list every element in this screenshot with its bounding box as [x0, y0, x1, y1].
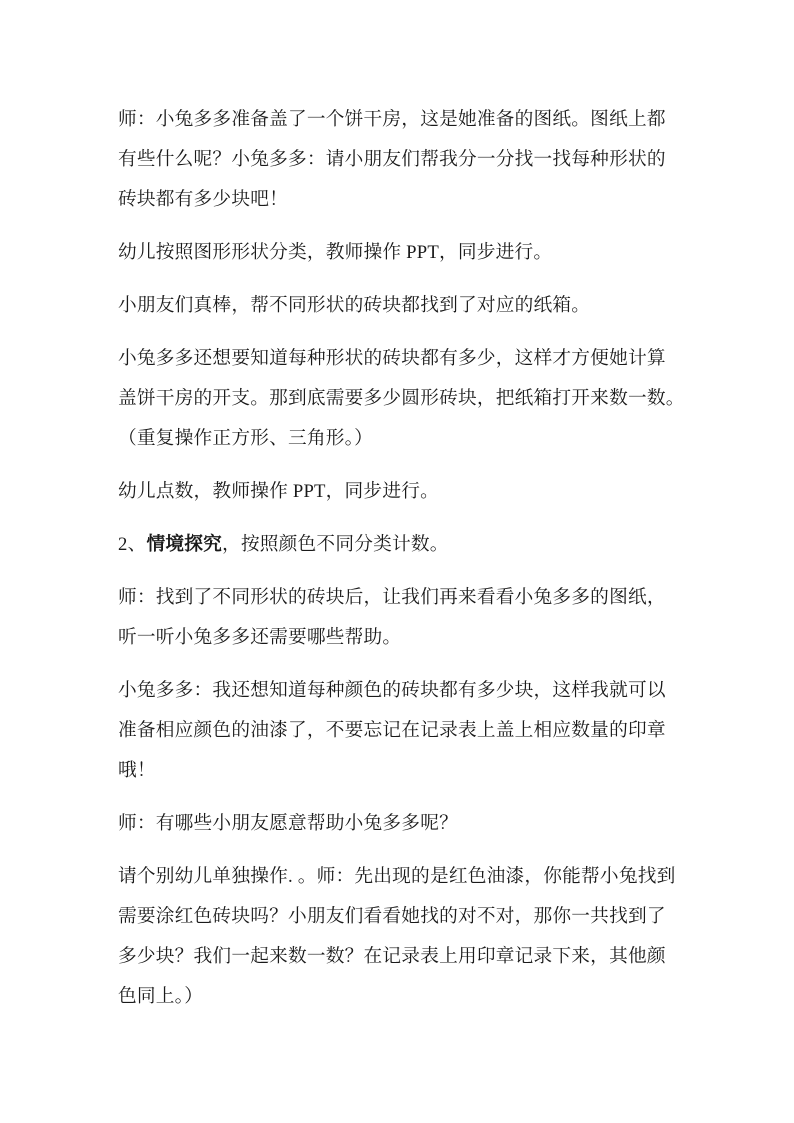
- text-line: 需要涂红色砖块吗？小朋友们看看她找的对不对，那你一共找到了: [118, 906, 666, 927]
- text-line: 色同上。）: [118, 986, 204, 1007]
- text-line: 听一听小兔多多还需要哪些帮助。: [118, 627, 402, 648]
- paragraph-teacher-intro: [118, 100, 670, 220]
- paragraph-individual-operation: [118, 857, 676, 1017]
- heading-emphasis: 情境探究: [146, 534, 222, 555]
- paragraph-teacher-question: [118, 804, 670, 844]
- heading-rest: ，按照颜色不同分类计数。: [222, 534, 449, 555]
- text-line: 幼儿按照图形形状分类，教师操作 PPT，同步进行。: [118, 242, 553, 263]
- document-body: [118, 100, 685, 1017]
- paragraph-counting-task: [118, 339, 685, 459]
- paragraph-shape-sorting-note: [118, 233, 670, 273]
- text-line: 砖块都有多少块吧！: [118, 189, 288, 210]
- text-line: （重复操作正方形、三角形。）: [118, 428, 374, 449]
- paragraph-rabbit-request: [118, 671, 670, 791]
- paragraph-teacher-transition: [118, 578, 670, 658]
- text-line: 哦！: [118, 760, 156, 781]
- text-line: 盖饼干房的开支。那到底需要多少圆形砖块，把纸箱打开来数一数。: [118, 388, 685, 409]
- text-line: 师：小兔多多准备盖了一个饼干房，这是她准备的图纸。图纸上都: [118, 109, 666, 130]
- text-line: 师：找到了不同形状的砖块后，让我们再来看看小兔多多的图纸，: [118, 587, 666, 608]
- text-line: 准备相应颜色的油漆了，不要忘记在记录表上盖上相应数量的印章: [118, 720, 666, 741]
- text-line: 请个别幼儿单独操作. 。师：先出现的是红色油漆，你能帮小兔找到: [118, 866, 676, 887]
- text-line: 小兔多多还想要知道每种形状的砖块都有多少，这样才方便她计算: [118, 348, 666, 369]
- text-line: 小朋友们真棒，帮不同形状的砖块都找到了对应的纸箱。: [118, 295, 591, 316]
- text-line: [118, 525, 670, 565]
- text-line: 师：有哪些小朋友愿意帮助小兔多多呢？: [118, 813, 458, 834]
- text-line: 小兔多多：我还想知道每种颜色的砖块都有多少块，这样我就可以: [118, 680, 666, 701]
- text-line: 有些什么呢？小兔多多：请小朋友们帮我分一分找一找每种形状的: [118, 149, 666, 170]
- text-line: 幼儿点数，教师操作 PPT，同步进行。: [118, 481, 439, 502]
- text-line: 多少块？我们一起来数一数？在记录表上用印章记录下来，其他颜: [118, 946, 666, 967]
- paragraph-counting-note: [118, 472, 670, 512]
- paragraph-praise-note: [118, 286, 670, 326]
- heading-number: 2、: [118, 534, 147, 555]
- section-heading-2: [118, 525, 670, 565]
